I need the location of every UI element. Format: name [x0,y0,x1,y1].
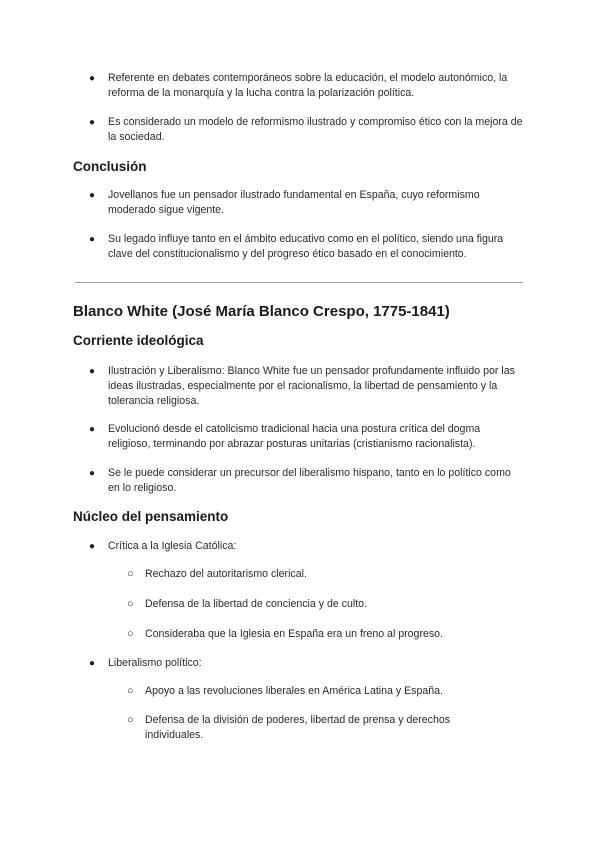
section-heading-nucleo: Núcleo del pensamiento [73,509,229,524]
page-title: Blanco White (José María Blanco Crespo, 1775-1841) [73,303,450,320]
bullet-dot: ● [89,73,96,84]
list-item: Es considerado un modelo de reformismo ilustrado y compromiso ético con la mejora de la sociedad. [108,116,523,143]
sub-bullet-circle: ○ [127,685,134,697]
list-item: Crítica a la Iglesia Católica: [108,540,237,552]
list-item: Se le puede considerar un precursor del liberalismo hispano, tanto en lo político como en lo religioso. [108,467,511,494]
bullet-dot: ● [89,424,96,435]
sub-bullet-circle: ○ [127,628,134,640]
sub-list-item: Consideraba que la Iglesia en España era un freno al progreso. [145,628,444,640]
bullet-dot: ● [89,658,96,669]
section-divider [75,282,523,283]
sub-list-item: Defensa de la libertad de conciencia y de culto. [145,598,368,610]
bullet-dot: ● [89,190,96,201]
sub-bullet-circle: ○ [127,598,134,610]
section-heading-conclusion: Conclusión [73,159,147,174]
list-item: Jovellanos fue un pensador ilustrado fundamental en España, cuyo reformismo moderado sigue vigente. [108,189,480,216]
sub-bullet-circle: ○ [127,568,134,580]
sub-list-item: Rechazo del autoritarismo clerical. [145,568,307,580]
list-item: Su legado influye tanto en el ámbito educativo como en el político, siendo una figura clave del constitucionalismo y del progreso ético basado en el conocimiento. [108,233,504,260]
sub-bullet-circle: ○ [127,714,134,726]
bullet-dot: ● [89,234,96,245]
bullet-dot: ● [89,366,96,377]
section-heading-corriente: Corriente ideológica [73,333,204,348]
bullet-dot: ● [89,541,96,552]
bullet-dot: ● [89,468,96,479]
list-item: Ilustración y Liberalismo: Blanco White fue un pensador profundamente influido por las ideas ilustradas, especialmente por el racionalismo, la libertad de pensamiento y la tolerancia religiosa. [108,365,515,407]
sub-list-item: Defensa de la división de poderes, libertad de prensa y derechos individuales. [145,714,451,741]
list-item: Evolucionó desde el catolicismo tradicional hacia una postura crítica del dogma religioso, terminando por abrazar posturas unitarias (cristianismo racionalista). [108,423,481,450]
list-item: Referente en debates contemporáneos sobre la educación, el modelo autonómico, la reforma de la monarquía y la lucha contra la polarización política. [108,72,508,99]
bullet-dot: ● [89,117,96,128]
list-item: Liberalismo político: [108,657,202,669]
sub-list-item: Apoyo a las revoluciones liberales en América Latina y España. [145,685,443,697]
